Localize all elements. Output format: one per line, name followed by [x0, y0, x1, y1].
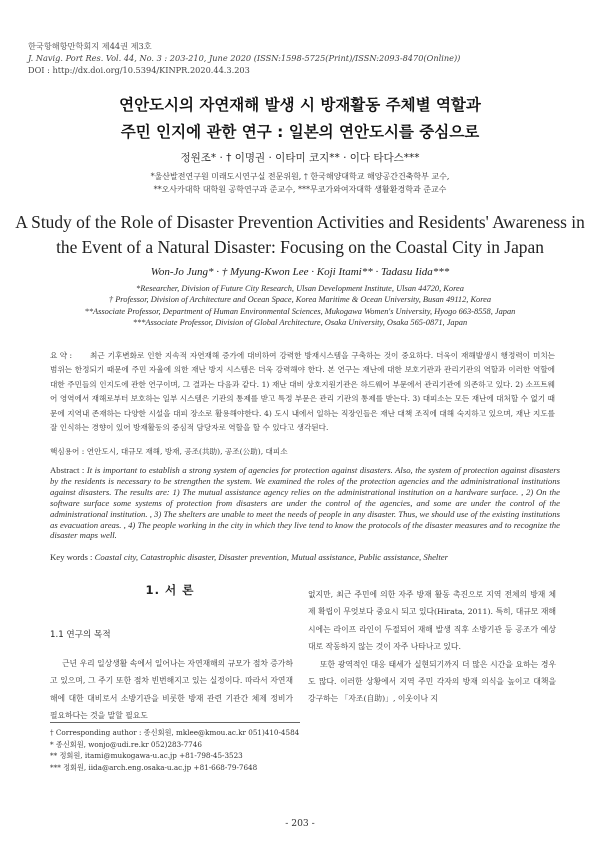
footnote: † Corresponding author : 종신회원, mklee@kmou.ac.kr 051)410-4584 — [50, 728, 300, 737]
korean-affiliation-line1: *울산발전연구원 미래도시연구실 전문위원, † 한국해양대학교 해양공간건축학부 교수, — [150, 172, 450, 181]
body-paragraph: 또한 광역적인 대응 태세가 실현되기까지 더 많은 시간을 요하는 경우도 많다. 이러한 상황에서 지역 주민 각자의 방재 의식을 높이고 대책을 강구하는 「자조(自助)」, 이웃이나 지 — [308, 659, 556, 704]
korean-title-line2: 주민 인지에 관한 연구 : 일본의 연안도시를 중심으로 — [120, 123, 480, 141]
english-keywords-label: Key words : — [50, 552, 93, 562]
english-abstract-label: Abstract : — [50, 465, 85, 475]
footnote: * 종신회원, wonjo@udi.re.kr 052)283-7746 — [50, 739, 202, 749]
korean-affiliation-line2: **오사카대학 대학원 공학연구과 준교수, ***무코가와여자대학 생활환경학과 준교수 — [153, 185, 447, 194]
footnote-divider — [50, 722, 300, 723]
footnote: ** 정회원, itami@mukogawa-u.ac.jp +81-798-45-3523 — [50, 751, 243, 760]
running-header — [28, 40, 460, 76]
english-title — [0, 210, 600, 260]
footnote: *** 정회원, iida@arch.eng.osaka-u.ac.jp +81-668-79-7648 — [50, 762, 258, 772]
korean-abstract — [50, 349, 555, 435]
section-heading: 1. 서 론 — [145, 583, 195, 597]
english-affiliations — [0, 283, 600, 328]
body-paragraph: 근년 우리 일상생활 속에서 일어나는 자연재해의 규모가 점차 증가하고 있으며, 그 주기 또한 점차 빈번해지고 있는 실정이다. 따라서 자연재해에 대한 대비로서 소방기관을 비롯한 방재 관련 기관간 체제 정비가 필요하다는 것을 말할 필요도 — [50, 659, 293, 721]
doi-line: DOI : http://dx.doi.org/10.5394/KINPR.2020.44.3.203 — [28, 65, 250, 75]
subsection-heading: 1.1 연구의 목적 — [50, 630, 111, 640]
english-keywords-text: Coastal city, Catastrophic disaster, Disaster prevention, Mutual assistance, Public assistance, Shelter — [94, 552, 448, 562]
korean-abstract-text: 최근 기후변화로 인한 지속적 자연재해 증가에 대비하여 강력한 방재시스템을 구축하는 것이 중요하다. 더욱이 재해발생시 행정력이 미치는 범위는 한정되기 때문에 주민 자율에 의한 재난 방지 시스템은 더욱 강력해야 한다. 본 연구는 재난에 대한 보호기관과 관리기관의 역할과 이러한 역할에 대한 주민들의 인지도에 관한 연구이며, 그 결과는 다음과 같다. 1) 재난 대비 상호지원기관은 하드웨어 부문에서 관리기관에 의존하고 있다. 2) 소프트웨어 영역에서 재해로부터 보호하는 일부 시스템은 기관의 통제를 받고 특정 부문은 관리 기관의 통제를 받는다. 3) 대피소는 모든 재난에 대처할 수 없기 때문에 지역내 존재하는 다양한 시설을 대피 장소로 활용해야한다. 4) 도시 내에서 일하는 직장인들은 재난 대책 조직에 대해 숙지하고 있으며, 재난 지도를 잘 인식하는 경향이 있어 방재활동의 중심적 담당자로 역할을 할 수 있다고 생각된다. — [50, 351, 555, 433]
korean-keywords: 핵심용어 : 연안도시, 대규모 재해, 방재, 공조(共助), 공조(公助), 대피소 — [50, 447, 288, 456]
korean-title-line1: 연안도시의 자연재해 발생 시 방재활동 주체별 역할과 — [119, 96, 481, 114]
english-affiliation: ***Associate Professor, Division of Global Architecture, Osaka University, Osaka 565-0871, Japan — [132, 317, 468, 327]
english-affiliation: † Professor, Division of Architecture and Ocean Space, Korea Maritime & Ocean University, Busan 49112, Korea — [108, 295, 492, 305]
journal-citation: J. Navig. Port Res. Vol. 44, No. 3 : 203-210, June 2020 (ISSN:1598-5725(Print)/ISSN:2093-8470(Online)) — [28, 53, 461, 63]
english-abstract-text: It is important to establish a strong system of agencies for protection against disasters. Also, the system of protection against disasters by the residents is necessary to be strengthen the system. We examined the roles of the protection agencies and the administrational institutions against disasters. The results are: 1) The mutual assistance agency relies on the administrational institution on a hardware surface. , 2) On the software surface some systems of protection from disasters are under the control of the agencies, and some are under the control of the administrational institution. , 3) The shelters are unable to meet the needs of people in any disaster. Thus, we should use of the existing institutions as evacuation areas. , 4) The people working in the city in which they live tend to know the protocols of the disaster measures and to recognize the disaster maps well. — [50, 465, 560, 541]
korean-title — [0, 92, 600, 146]
korean-abstract-label: 요 약 : — [50, 351, 73, 360]
english-title-line1: A Study of the Role of Disaster Prevention Activities and Residents' Awareness in — [15, 212, 585, 232]
english-affiliation: *Researcher, Division of Future City Research, Ulsan Development Institute, Ulsan 44720, Korea — [136, 284, 464, 293]
english-affiliation: **Associate Professor, Department of Human Environmental Sciences, Mukogawa Women's University, Hyogo 663-8558, Japan — [84, 306, 516, 316]
korean-affiliations — [0, 170, 600, 196]
body-column-right — [308, 586, 556, 708]
english-title-line2: the Event of a Natural Disaster: Focusing on the Coastal City in Japan — [56, 237, 544, 257]
english-abstract — [50, 465, 560, 541]
page-number: - 203 - — [285, 818, 315, 829]
body-column-left — [50, 655, 293, 725]
body-paragraph: 없지만, 최근 주민에 의한 자주 방재 활동 촉진으로 지역 전체의 방재 체제 확립이 무엇보다 중요시 되고 있다(Hirata, 2011). 특히, 대규모 재해 시에는 라이프 라인이 두절되어 재해 발생 직후 소방기관 등 공조가 예상대로 작동하지 않는 것이 자주 나타나고 있다. — [308, 590, 556, 652]
english-keywords — [50, 552, 560, 562]
journal-name-ko: 한국항해항만학회지 제44권 제3호 — [28, 41, 152, 51]
footnotes — [50, 727, 299, 773]
english-authors: Won-Jo Jung* · † Myung-Kwon Lee · Koji Itami** · Tadasu Iida*** — [150, 266, 450, 278]
korean-authors: 정원조* · † 이명권 · 이타미 코지** · 이다 타다스*** — [180, 152, 420, 164]
